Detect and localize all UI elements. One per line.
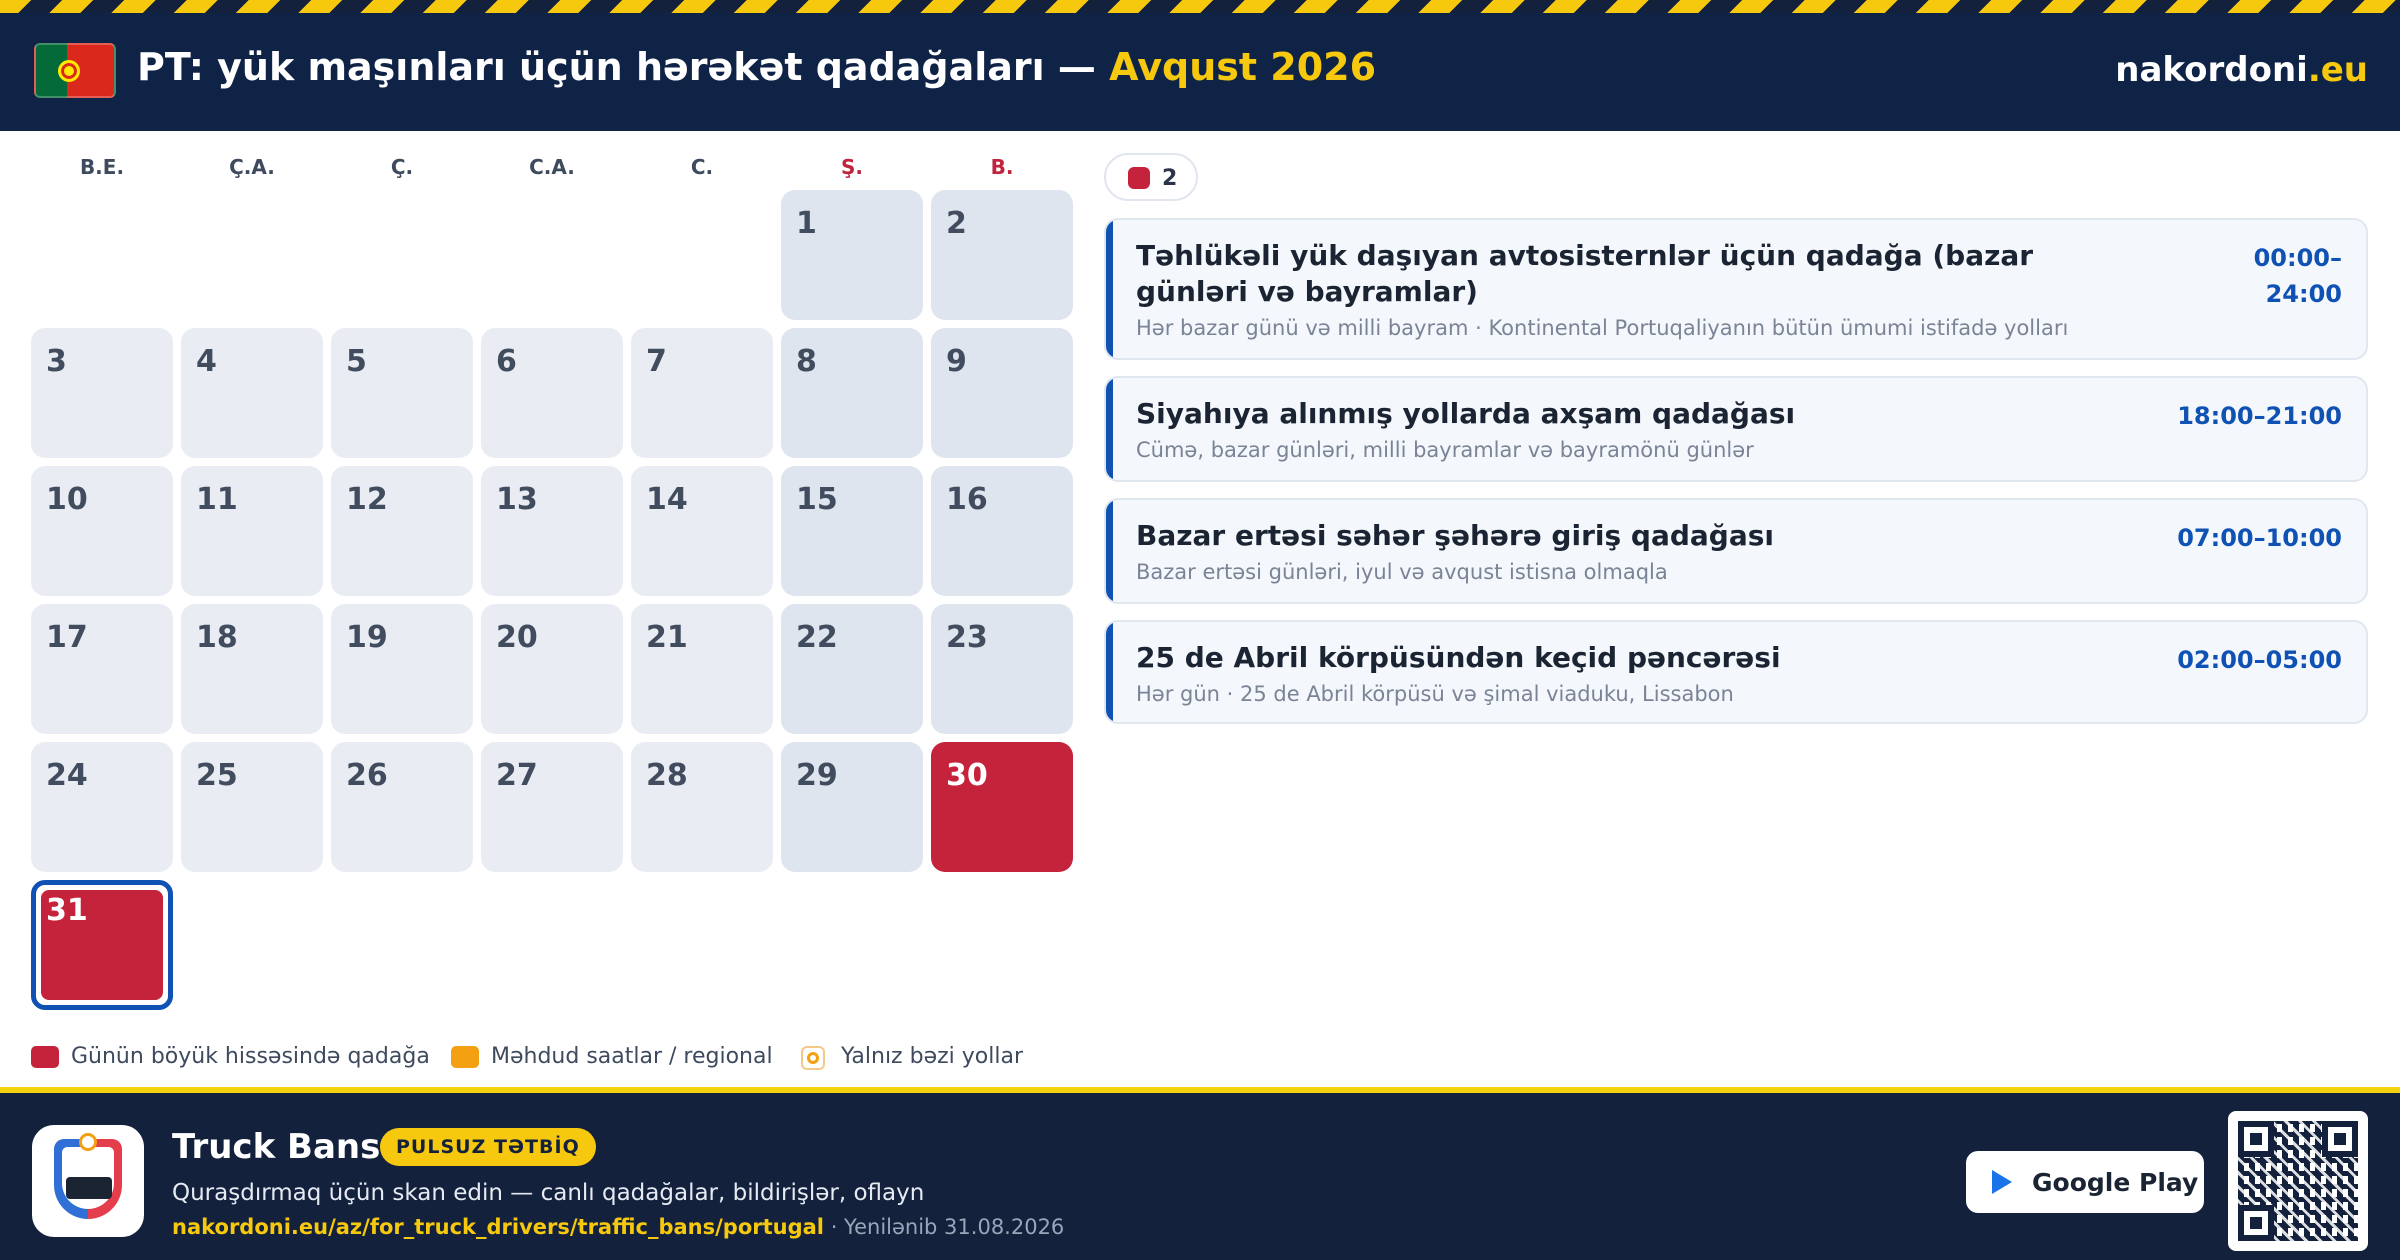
legend-label: Məhdud saatlar / regional [491, 1044, 773, 1069]
day-number: 15 [796, 482, 838, 517]
day-number: 3 [46, 344, 67, 379]
calendar-day-31[interactable] [31, 880, 173, 1010]
rule-time: 00:00–24:00 [2253, 244, 2342, 308]
truck-icon [66, 1177, 112, 1199]
day-number: 27 [496, 758, 538, 793]
flag-seal-icon [58, 60, 80, 82]
weekday-label: C. [690, 155, 714, 179]
calendar-day-20[interactable] [481, 604, 623, 734]
day-number: 21 [646, 620, 688, 655]
calendar-day-13[interactable] [481, 466, 623, 596]
day-number: 6 [496, 344, 517, 379]
title-month: Avqust 2026 [1109, 45, 1377, 89]
url-line [172, 1215, 1064, 1239]
calendar-day-28[interactable] [631, 742, 773, 872]
truck-bans-app-icon[interactable] [32, 1125, 144, 1237]
calendar-day-30[interactable] [931, 742, 1073, 872]
orange-ring-icon [801, 1046, 825, 1070]
calendar-day-25[interactable] [181, 742, 323, 872]
calendar-day-29[interactable] [781, 742, 923, 872]
day-number: 10 [46, 482, 88, 517]
app-url-link[interactable]: nakordoni.eu/az/for_truck_drivers/traffic_bans/portugal [172, 1215, 825, 1239]
calendar-day-12[interactable] [331, 466, 473, 596]
weekday-label: B. [990, 155, 1014, 179]
brand-name: nakordoni [2115, 50, 2308, 90]
weekday-label: B.E. [79, 155, 125, 179]
day-number: 7 [646, 344, 667, 379]
rule-accent-bar [1106, 378, 1113, 480]
clock-icon [79, 1133, 97, 1151]
day-number: 20 [496, 620, 538, 655]
rule-card[interactable] [1104, 376, 2368, 482]
calendar-day-3[interactable] [31, 328, 173, 458]
brand-tld: .eu [2307, 50, 2368, 90]
rule-card[interactable] [1104, 218, 2368, 360]
header [0, 0, 2400, 131]
weekday-header [31, 150, 1077, 180]
rule-detail: Hər gün · 25 de Abril körpüsü və şimal viaduku, Lissabon [1136, 682, 1734, 706]
day-number: 2 [946, 206, 967, 241]
day-number: 1 [796, 206, 817, 241]
rule-time: 07:00–10:00 [2177, 524, 2342, 552]
day-number: 22 [796, 620, 838, 655]
rule-title: 25 de Abril körpüsündən keçid pəncərəsi [1136, 641, 1781, 674]
weekday-label: C.A. [529, 155, 575, 179]
app-tagline: Quraşdırmaq üçün skan edin — canlı qadağalar, bildirişlər, oflayn [172, 1180, 925, 1206]
hazard-stripe [0, 0, 2400, 13]
rule-time: 18:00–21:00 [2177, 402, 2342, 430]
rule-title: Siyahıya alınmış yollarda axşam qadağası [1136, 397, 1796, 430]
calendar-day-5[interactable] [331, 328, 473, 458]
rule-accent-bar [1106, 622, 1113, 722]
qr-finder [2238, 1205, 2274, 1241]
calendar-day-9[interactable] [931, 328, 1073, 458]
calendar-day-7[interactable] [631, 328, 773, 458]
rule-time: 02:00–05:00 [2177, 646, 2342, 674]
rule-title: Bazar ertəsi səhər şəhərə giriş qadağası [1136, 519, 1774, 552]
day-number: 30 [946, 758, 988, 793]
day-number: 12 [346, 482, 388, 517]
calendar-day-6[interactable] [481, 328, 623, 458]
rule-detail: Cümə, bazar günləri, milli bayramlar və bayramönü günlər [1136, 438, 1754, 462]
legend-label: Günün böyük hissəsində qadağa [71, 1044, 430, 1069]
calendar-day-24[interactable] [31, 742, 173, 872]
ban-count-badge [1104, 153, 1198, 201]
day-number: 29 [796, 758, 838, 793]
calendar-day-2[interactable] [931, 190, 1073, 320]
calendar-day-15[interactable] [781, 466, 923, 596]
weekday-label: Ç. [390, 155, 414, 179]
calendar-day-10[interactable] [31, 466, 173, 596]
day-number: 8 [796, 344, 817, 379]
footer-app-promo [0, 1087, 2400, 1260]
calendar-day-11[interactable] [181, 466, 323, 596]
rule-accent-bar [1106, 500, 1113, 602]
brand-logo[interactable] [2115, 50, 2368, 90]
rule-detail: Bazar ertəsi günləri, iyul və avqust istisna olmaqla [1136, 560, 1668, 584]
day-number: 28 [646, 758, 688, 793]
free-app-badge: PULSUZ TƏTBİQ [380, 1128, 596, 1166]
rule-card[interactable] [1104, 620, 2368, 724]
day-number: 17 [46, 620, 88, 655]
calendar-day-26[interactable] [331, 742, 473, 872]
day-number: 11 [196, 482, 238, 517]
title-prefix: PT: yük maşınları üçün hərəkət qadağaları — [137, 45, 1096, 89]
day-number: 14 [646, 482, 688, 517]
google-play-icon [1992, 1170, 2012, 1194]
weekday-label: Ç.A. [229, 155, 275, 179]
day-number: 9 [946, 344, 967, 379]
calendar-day-8[interactable] [781, 328, 923, 458]
calendar-day-23[interactable] [931, 604, 1073, 734]
calendar-day-27[interactable] [481, 742, 623, 872]
app-name: Truck Bans [172, 1127, 381, 1167]
rule-detail: Hər bazar günü və milli bayram · Kontinental Portuqaliyanın bütün ümumi istifadə yolları [1136, 316, 2069, 340]
calendar-day-1[interactable] [781, 190, 923, 320]
calendar-day-4[interactable] [181, 328, 323, 458]
day-number: 24 [46, 758, 88, 793]
calendar-day-18[interactable] [181, 604, 323, 734]
day-number: 23 [946, 620, 988, 655]
day-number: 26 [346, 758, 388, 793]
calendar-day-16[interactable] [931, 466, 1073, 596]
red-square-icon [31, 1046, 59, 1068]
rule-title: Təhlükəli yük daşıyan avtosisternlər üçün qadağa (bazar günləri və bayramlar) [1136, 239, 2034, 308]
page-title [137, 45, 1376, 89]
legend-label: Yalnız bəzi yollar [841, 1044, 1023, 1069]
rule-card[interactable] [1104, 498, 2368, 604]
rule-accent-bar [1106, 220, 1113, 358]
calendar-day-21[interactable] [631, 604, 773, 734]
day-number: 31 [46, 893, 88, 928]
google-play-label: Google Play [2032, 1168, 2199, 1197]
day-number: 25 [196, 758, 238, 793]
red-square-icon [1128, 167, 1150, 189]
day-number: 5 [346, 344, 367, 379]
day-number: 4 [196, 344, 217, 379]
ban-count: 2 [1162, 166, 1178, 191]
day-number: 18 [196, 620, 238, 655]
day-number: 13 [496, 482, 538, 517]
calendar-day-19[interactable] [331, 604, 473, 734]
calendar-day-17[interactable] [31, 604, 173, 734]
day-number: 19 [346, 620, 388, 655]
updated-date: · Yenilənib 31.08.2026 [830, 1215, 1065, 1239]
calendar-day-22[interactable] [781, 604, 923, 734]
weekday-label: Ş. [840, 155, 863, 179]
calendar-day-14[interactable] [631, 466, 773, 596]
orange-square-icon [451, 1046, 479, 1068]
google-play-button[interactable] [1966, 1151, 2204, 1213]
qr-finder [2238, 1121, 2274, 1157]
day-number: 16 [946, 482, 988, 517]
qr-code-icon[interactable] [2228, 1111, 2368, 1251]
qr-finder [2322, 1121, 2358, 1157]
portugal-flag-icon [34, 43, 116, 98]
